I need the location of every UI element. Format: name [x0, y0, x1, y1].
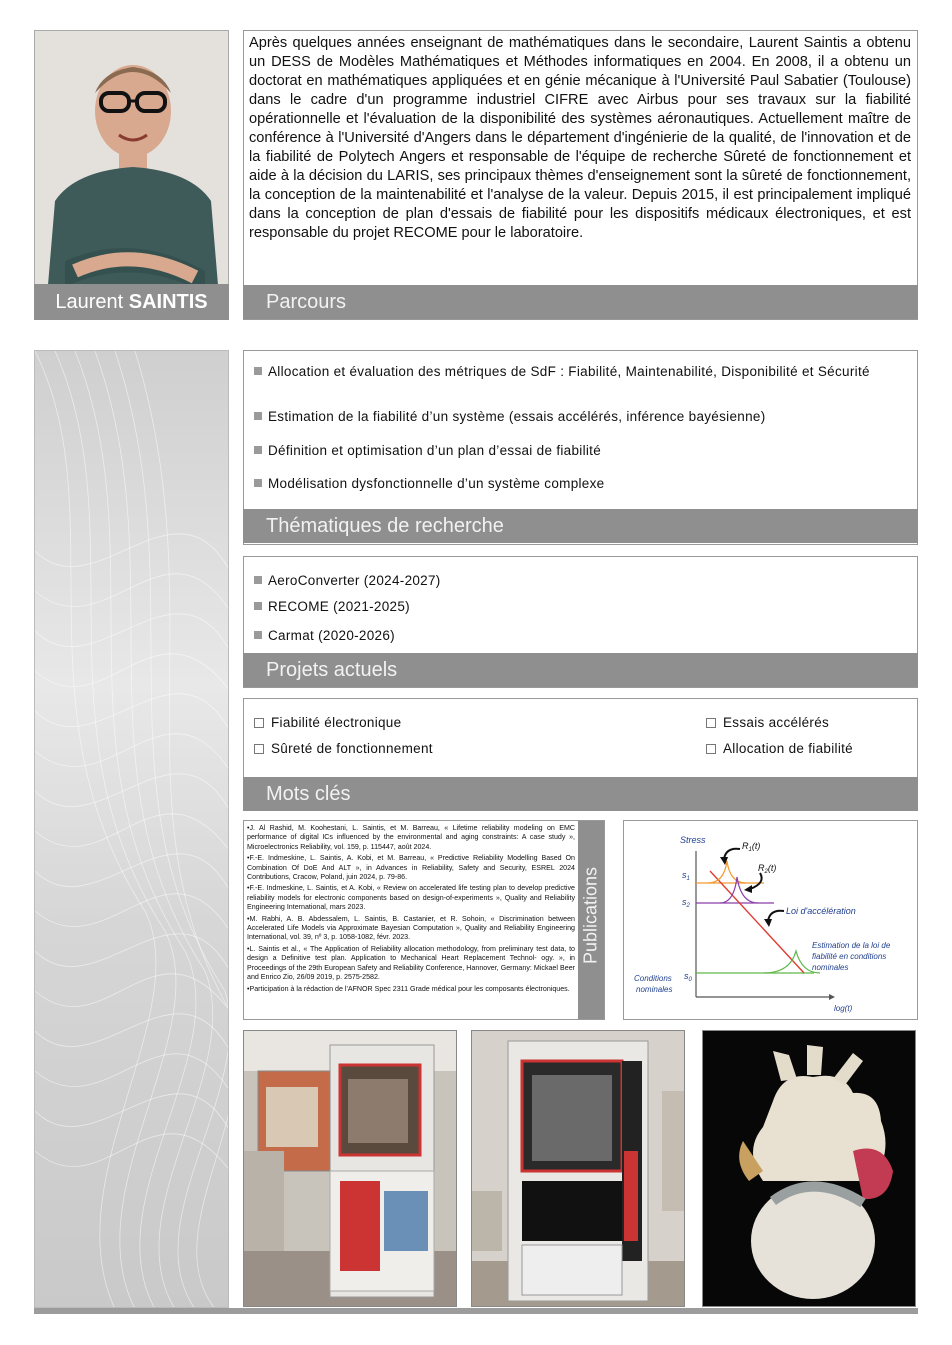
checkbox-icon [254, 744, 264, 754]
climatic-chamber-photo-2 [471, 1030, 685, 1307]
square-bullet-icon [254, 412, 262, 420]
nominal-label-line2: nominales [636, 985, 673, 994]
r2-density-curve [720, 877, 758, 903]
portrait-illustration [35, 31, 229, 320]
first-name: Laurent [55, 291, 124, 313]
square-bullet-icon [254, 479, 262, 487]
publications-panel [243, 820, 605, 1020]
section-title-research: Thématiques de recherche [243, 509, 918, 543]
keyword-item: Fiabilité électronique [254, 715, 401, 730]
heart-illustration [703, 1031, 916, 1307]
estimation-label-line3: nominales [812, 963, 849, 972]
x-axis-label: log(t) [834, 1004, 853, 1013]
r2-label: $R_2(t)$ [758, 863, 777, 875]
square-bullet-icon [254, 631, 262, 639]
climatic-chamber-photo-1 [243, 1030, 457, 1307]
chamber-1-illustration [244, 1031, 457, 1307]
section-title-publications: Publications [580, 866, 601, 965]
keyword-item: Sûreté de fonctionnement [254, 741, 433, 756]
checkbox-icon [254, 718, 264, 728]
publications-list [247, 824, 575, 996]
project-item: Carmat (2020-2026) [254, 628, 395, 643]
bottom-divider [34, 1308, 918, 1314]
publication-item: •J. Al Rashid, M. Koohestani, L. Saintis, et M. Barreau, « Lifetime reliability modeling on EMC performance of digital ICs influenced by the environmental and aging constraints: A case study », Microelectronics Reliability, vol. 159, p. 115447, août 2024. [247, 824, 575, 851]
publication-item: •M. Rabhi, A. B. Abdessalem, L. Saintis, B. Castanier, et R. Sohoin, « Discrimination between Accelerated Life Models via Approximate Bayesian Computation », Quality and Reliability Engineering International, vol. 39, nº 3, p. 1058-1082, févr. 2023. [247, 914, 575, 942]
chamber-2-illustration [472, 1031, 685, 1307]
r1-density-curve [708, 861, 746, 883]
profile-name [34, 284, 229, 320]
acceleration-law-label: Loi d'accélération [786, 906, 856, 916]
research-item: Estimation de la fiabilité d’un système (essais accélérés, inférence bayésienne) [254, 409, 766, 424]
wave-pattern [35, 351, 229, 1308]
estimation-label-line2: fiabilité en conditions [812, 952, 887, 961]
stress-axis-label: Stress [680, 835, 706, 845]
x-axis-arrow-icon [829, 994, 835, 1000]
project-item: RECOME (2021-2025) [254, 599, 410, 614]
square-bullet-icon [254, 367, 262, 375]
arrowhead-icon [744, 885, 752, 893]
checkbox-icon [706, 718, 716, 728]
section-title-keywords: Mots clés [243, 777, 918, 811]
square-bullet-icon [254, 576, 262, 584]
section-title-projects: Projets actuels [243, 653, 918, 687]
diagram-svg [624, 821, 917, 1019]
s2-label: $s_2$ [682, 897, 690, 909]
nominal-label-line1: Conditions [634, 974, 672, 983]
publication-item: •F.-E. Indmeskine, L. Saintis, A. Kobi, et M. Barreau, « Predictive Reliability Modelling Based On Combination Of DoE And ALT », in Advances in Reliability, Safety and Security, ESREL 2024 Contributions, Cracow, Poland, juin 2024, p. 79-86. [247, 854, 575, 882]
keyword-item: Essais accélérés [706, 715, 829, 730]
profile-photo [34, 30, 229, 320]
publication-item: •Participation à la rédaction de l'AFNOR Spec 2311 Grade médical pour les composants électroniques. [247, 984, 570, 993]
last-name: SAINTIS [128, 291, 208, 313]
s1-label: $s_1$ [682, 870, 690, 882]
project-item: AeroConverter (2024-2027) [254, 573, 441, 588]
square-bullet-icon [254, 446, 262, 454]
r1-label: $R_1(t)$ [742, 841, 761, 853]
accelerated-test-diagram [623, 820, 918, 1020]
publication-item: •F.-E. Indmeskine, L. Saintis, et A. Kobi, « Review on accelerated life testing plan to develop predictive reliability models for electronic components based on design-of-experiments », Quality and Reliability Engineering International, mars 2023. [247, 884, 575, 912]
estimation-label-line1: Estimation de la loi de [812, 941, 891, 950]
artificial-heart-photo [702, 1030, 916, 1307]
publications-side-bar [578, 821, 604, 1019]
research-item: Modélisation dysfonctionnelle d’un système complexe [254, 476, 604, 491]
keyword-item: Allocation de fiabilité [706, 741, 853, 756]
research-item: Allocation et évaluation des métriques de SdF : Fiabilité, Maintenabilité, Disponibilité et Sécurité [254, 365, 894, 378]
arrowhead-icon [764, 919, 772, 927]
bio-text: Après quelques années enseignant de mathématiques dans le secondaire, Laurent Saintis a obtenu un DESS de Modèles Mathématiques et Méthodes informatiques en 2004. En 2008, il a obtenu un doctorat en mathématiques appliquées et en génie mécanique à l'Université Paul Sabatier (Toulouse) dans le cadre d'un programme industriel CIFRE avec Airbus pour ses travaux sur la fiabilité opérationnelle et l'évaluation de la disponibilité des systèmes aéronautiques. Actuellement maître de conférence à l'Université d'Angers dans le département d'ingénierie de la qualité, de l'innovation et de la fiabilité de Polytech Angers et responsable de l'équipe de recherche Sûreté de fonctionnement et aide à la décision du LARIS, ses principaux thèmes d'enseignement sont la sûreté de fonctionnement, la conception de la maintenabilité et l'analyse de la valeur. Depuis 2015, il est principalement impliqué dans la conception de plan d'essais de fiabilité pour les dispositifs médicaux électroniques, et est responsable du projet RECOME pour le laboratoire. [249, 35, 911, 241]
s0-label: $s_0$ [684, 971, 692, 983]
square-bullet-icon [254, 602, 262, 610]
decorative-wave-panel [34, 350, 229, 1308]
checkbox-icon [706, 744, 716, 754]
section-title-parcours: Parcours [243, 285, 918, 319]
publication-item: •L. Saintis et al., « The Application of Reliability allocation methodology, from preliminary test data, to design a Definitive test plan. Application to Mechanical Heart Replacement Technol- ogy. », in Proceedings of the 29th European Safety and Reliability Conference, Hannover, Germany: Mickael Beer and Enrico Zio, 26/09 2019, p. 2575-2582. [247, 944, 575, 982]
research-item: Définition et optimisation d’un plan d’essai de fiabilité [254, 443, 601, 458]
